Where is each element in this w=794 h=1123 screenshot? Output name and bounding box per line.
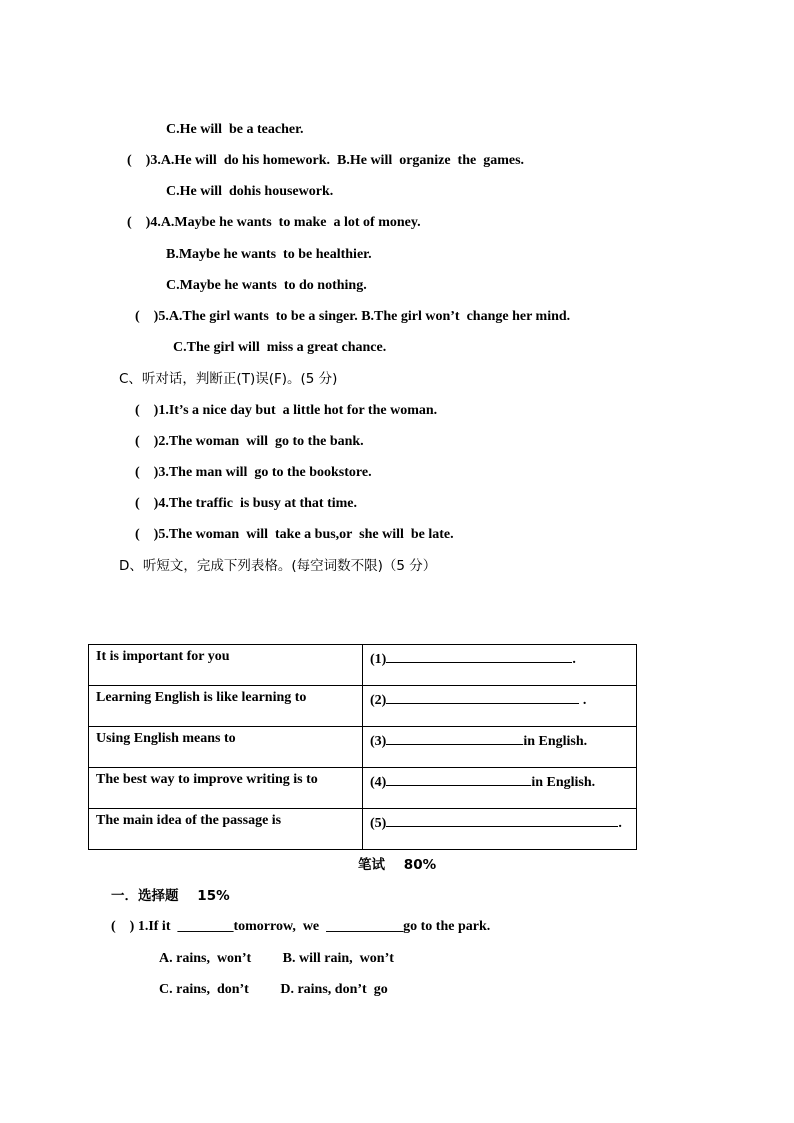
answer-blank[interactable] (386, 649, 572, 663)
section-one-heading: 一．选择题 15% (111, 888, 230, 904)
blank-number: (5) (370, 816, 387, 831)
q2-option-c: C.He will be a teacher. (166, 122, 304, 137)
mc-question-1: ( ) 1.If it ________tomorrow, we ___________go to the park. (111, 919, 491, 934)
q5-line: ( )5.A.The girl wants to be a singer. B.The girl won’t change her mind. (135, 309, 571, 324)
section-c-item-1: ( )1.It’s a nice day but a little hot for the woman. (135, 403, 438, 418)
q3-line: ( )3.A.He will do his homework. B.He will organize the games. (127, 153, 525, 168)
fill-in-table (88, 644, 637, 850)
row-answer (363, 686, 637, 727)
q4-option-b: B.Maybe he wants to be healthier. (166, 247, 372, 262)
mc-question-1-options-cd: C. rains, don’t D. rains, don’t go (159, 982, 388, 997)
row-prompt: It is important for you (89, 645, 363, 686)
answer-blank[interactable] (386, 772, 531, 786)
table-row (89, 809, 637, 850)
section-c-item-4: ( )4.The traffic is busy at that time. (135, 496, 358, 511)
q4-line: ( )4.A.Maybe he wants to make a lot of money. (127, 215, 421, 230)
section-c-item-3: ( )3.The man will go to the bookstore. (135, 465, 372, 480)
q3-option-c: C.He will dohis housework. (166, 184, 334, 199)
section-c-item-2: ( )2.The woman will go to the bank. (135, 434, 364, 449)
section-c-item-5: ( )5.The woman will take a bus,or she will be late. (135, 527, 454, 542)
blank-number: (3) (370, 734, 387, 749)
mc-question-1-options-ab: A. rains, won’t B. will rain, won’t (159, 951, 394, 966)
row-answer (363, 768, 637, 809)
blank-suffix: in English. (523, 734, 588, 749)
q5-option-c: C.The girl will miss a great chance. (173, 340, 387, 355)
row-answer (363, 727, 637, 768)
row-answer (363, 645, 637, 686)
blank-suffix: . (579, 693, 587, 708)
blank-suffix: . (618, 816, 622, 831)
blank-suffix: in English. (531, 775, 596, 790)
blank-number: (2) (370, 693, 387, 708)
row-prompt: The best way to improve writing is to (89, 768, 363, 809)
answer-blank[interactable] (386, 690, 579, 704)
q4-option-c: C.Maybe he wants to do nothing. (166, 278, 367, 293)
blank-number: (4) (370, 775, 387, 790)
row-prompt: Learning English is like learning to (89, 686, 363, 727)
answer-blank[interactable] (386, 813, 618, 827)
row-answer (363, 809, 637, 850)
blank-number: (1) (370, 652, 387, 667)
answer-blank[interactable] (386, 731, 523, 745)
section-d-heading: D、听短文，完成下列表格。(每空词数不限)（5 分） (119, 558, 437, 574)
section-c-heading: C、听对话，判断正(T)误(F)。(5 分) (119, 371, 338, 387)
table-row (89, 686, 637, 727)
table-row (89, 768, 637, 809)
written-test-title: 笔试 80% (358, 857, 437, 873)
table-row (89, 727, 637, 768)
row-prompt: Using English means to (89, 727, 363, 768)
blank-suffix: . (572, 652, 576, 667)
table-row (89, 645, 637, 686)
row-prompt: The main idea of the passage is (89, 809, 363, 850)
